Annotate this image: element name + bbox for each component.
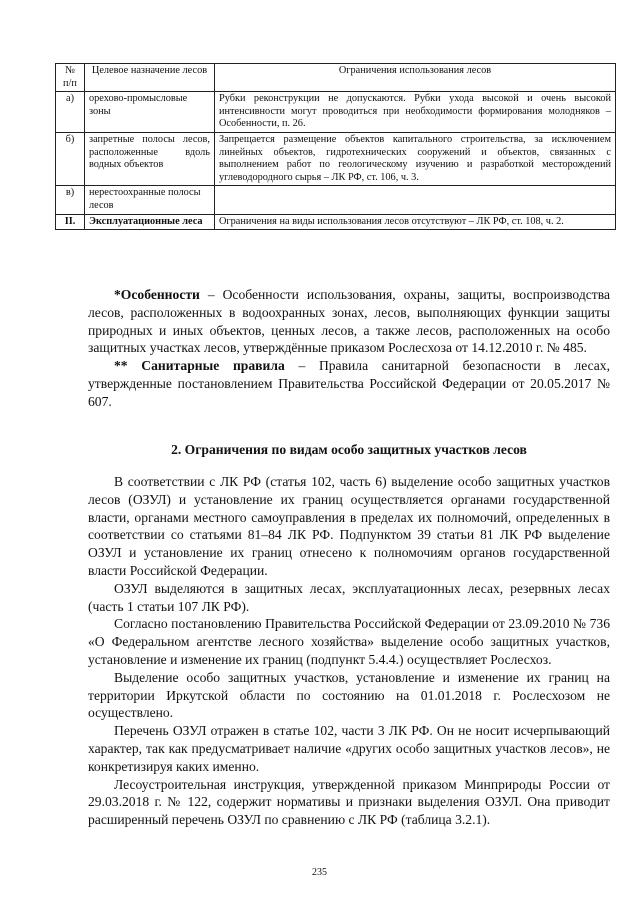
row-limits: Рубки реконструкции не допускаются. Рубки ухода высокой и очень высокой интенсивности могут проводиться при необходимости формирования молодняков – Особенности, п. 26. [215,92,616,133]
footnote-term: ** Санитарные правила [114,358,285,374]
section-title: 2. Ограничения по видам особо защитных участков лесов [171,442,527,457]
row-num: а) [56,92,85,133]
row-purpose: орехово-промысловые зоны [85,92,215,133]
footnote-osobennosti [88,286,610,357]
paragraph: Согласно постановлению Правительства Российской Федерации от 23.09.2010 № 736 «О Федеральном агентстве лесного хозяйства» выделение особо защитных участков, установление и изменение их границ (подпункт 5.4.4.) осуществляет Рослесхоз. [88,616,610,667]
header-num: № п/п [56,64,85,92]
row-num: б) [56,132,85,185]
row-limits [215,186,616,214]
table-row [56,186,616,214]
footnote-text: – Особенности использования, охраны, защиты, воспроизводства лесов, расположенных в водоохранных зонах, лесов, выполняющих функции защиты природных и иных объектов, ценных лесов, а также лесов, расположенных на особо защитных участках лесов, утверждённые приказом Рослесхоза от 14.12.2010 г. № 485. [88,287,610,356]
body-text [88,473,610,829]
paragraph: Выделение особо защитных участков, установление и изменение их границ на территории Иркутской области по состоянию на 01.01.2018 г. Рослесхозом не осуществлено. [88,669,610,721]
table-row [56,214,616,230]
paragraph: Лесоустроительная инструкция, утвержденной приказом Минприроды России от 29.03.2018 г. № 122, содержит нормативы и признаки выделения ОЗУЛ. Она приводит расширенный перечень ОЗУЛ по сравнению с ЛК РФ (таблица 3.2.1). [88,776,610,828]
footnotes [88,286,610,411]
row-limits: Запрещается размещение объектов капитального строительства, за исключением линейных объектов, гидротехнических сооружений и объектов, связанных с выполнением работ по геологическому изучению и разработкой месторождений углеводородного сырья – ЛК РФ, ст. 106, ч. 3. [215,132,616,185]
table-row [56,92,616,133]
paragraph: ОЗУЛ выделяются в защитных лесах, эксплуатационных лесах, резервных лесах (часть 1 статьи 107 ЛК РФ). [88,580,610,614]
paragraph: Перечень ОЗУЛ отражен в статье 102, части 3 ЛК РФ. Он не носит исчерпывающий характер, так как предусматривает наличие «других особо защитных участков лесов», не конкретизируя каких именно. [88,723,610,774]
row-num: II. [56,214,85,230]
header-purpose: Целевое назначение лесов [85,64,215,92]
header-limits: Ограничения использования лесов [215,64,616,92]
footnote-sanitary-rules [88,357,610,410]
row-purpose: Эксплуатационные леса [85,214,215,230]
row-purpose: нерестоохранные полосы лесов [85,186,215,214]
row-limits: Ограничения на виды использования лесов отсутствуют – ЛК РФ, ст. 108, ч. 2. [215,214,616,230]
row-num: в) [56,186,85,214]
table-row [56,132,616,185]
forest-limits-table [55,63,616,230]
footnote-term: *Особенности [114,287,200,302]
page-number: 235 [312,867,327,878]
footnote-text: – Правила санитарной безопасности в лесах, утвержденные постановлением Правительства Российской Федерации от 20.05.2017 № 607. [88,358,610,409]
table-header-row [56,64,616,92]
row-purpose: запретные полосы лесов, расположенные вдоль водных объектов [85,132,215,185]
paragraph: В соответствии с ЛК РФ (статья 102, часть 6) выделение особо защитных участков лесов (ОЗУЛ) и установление их границ осуществляется органами государственной власти, органами местного самоуправления в пределах их полномочий, определенных в соответствии со статьями 81–84 ЛК РФ. Подпунктом 39 статьи 81 ЛК РФ выделение ОЗУЛ и установление их границ отнесено к полномочиям органов государственной власти Российской Федерации. [88,474,610,578]
